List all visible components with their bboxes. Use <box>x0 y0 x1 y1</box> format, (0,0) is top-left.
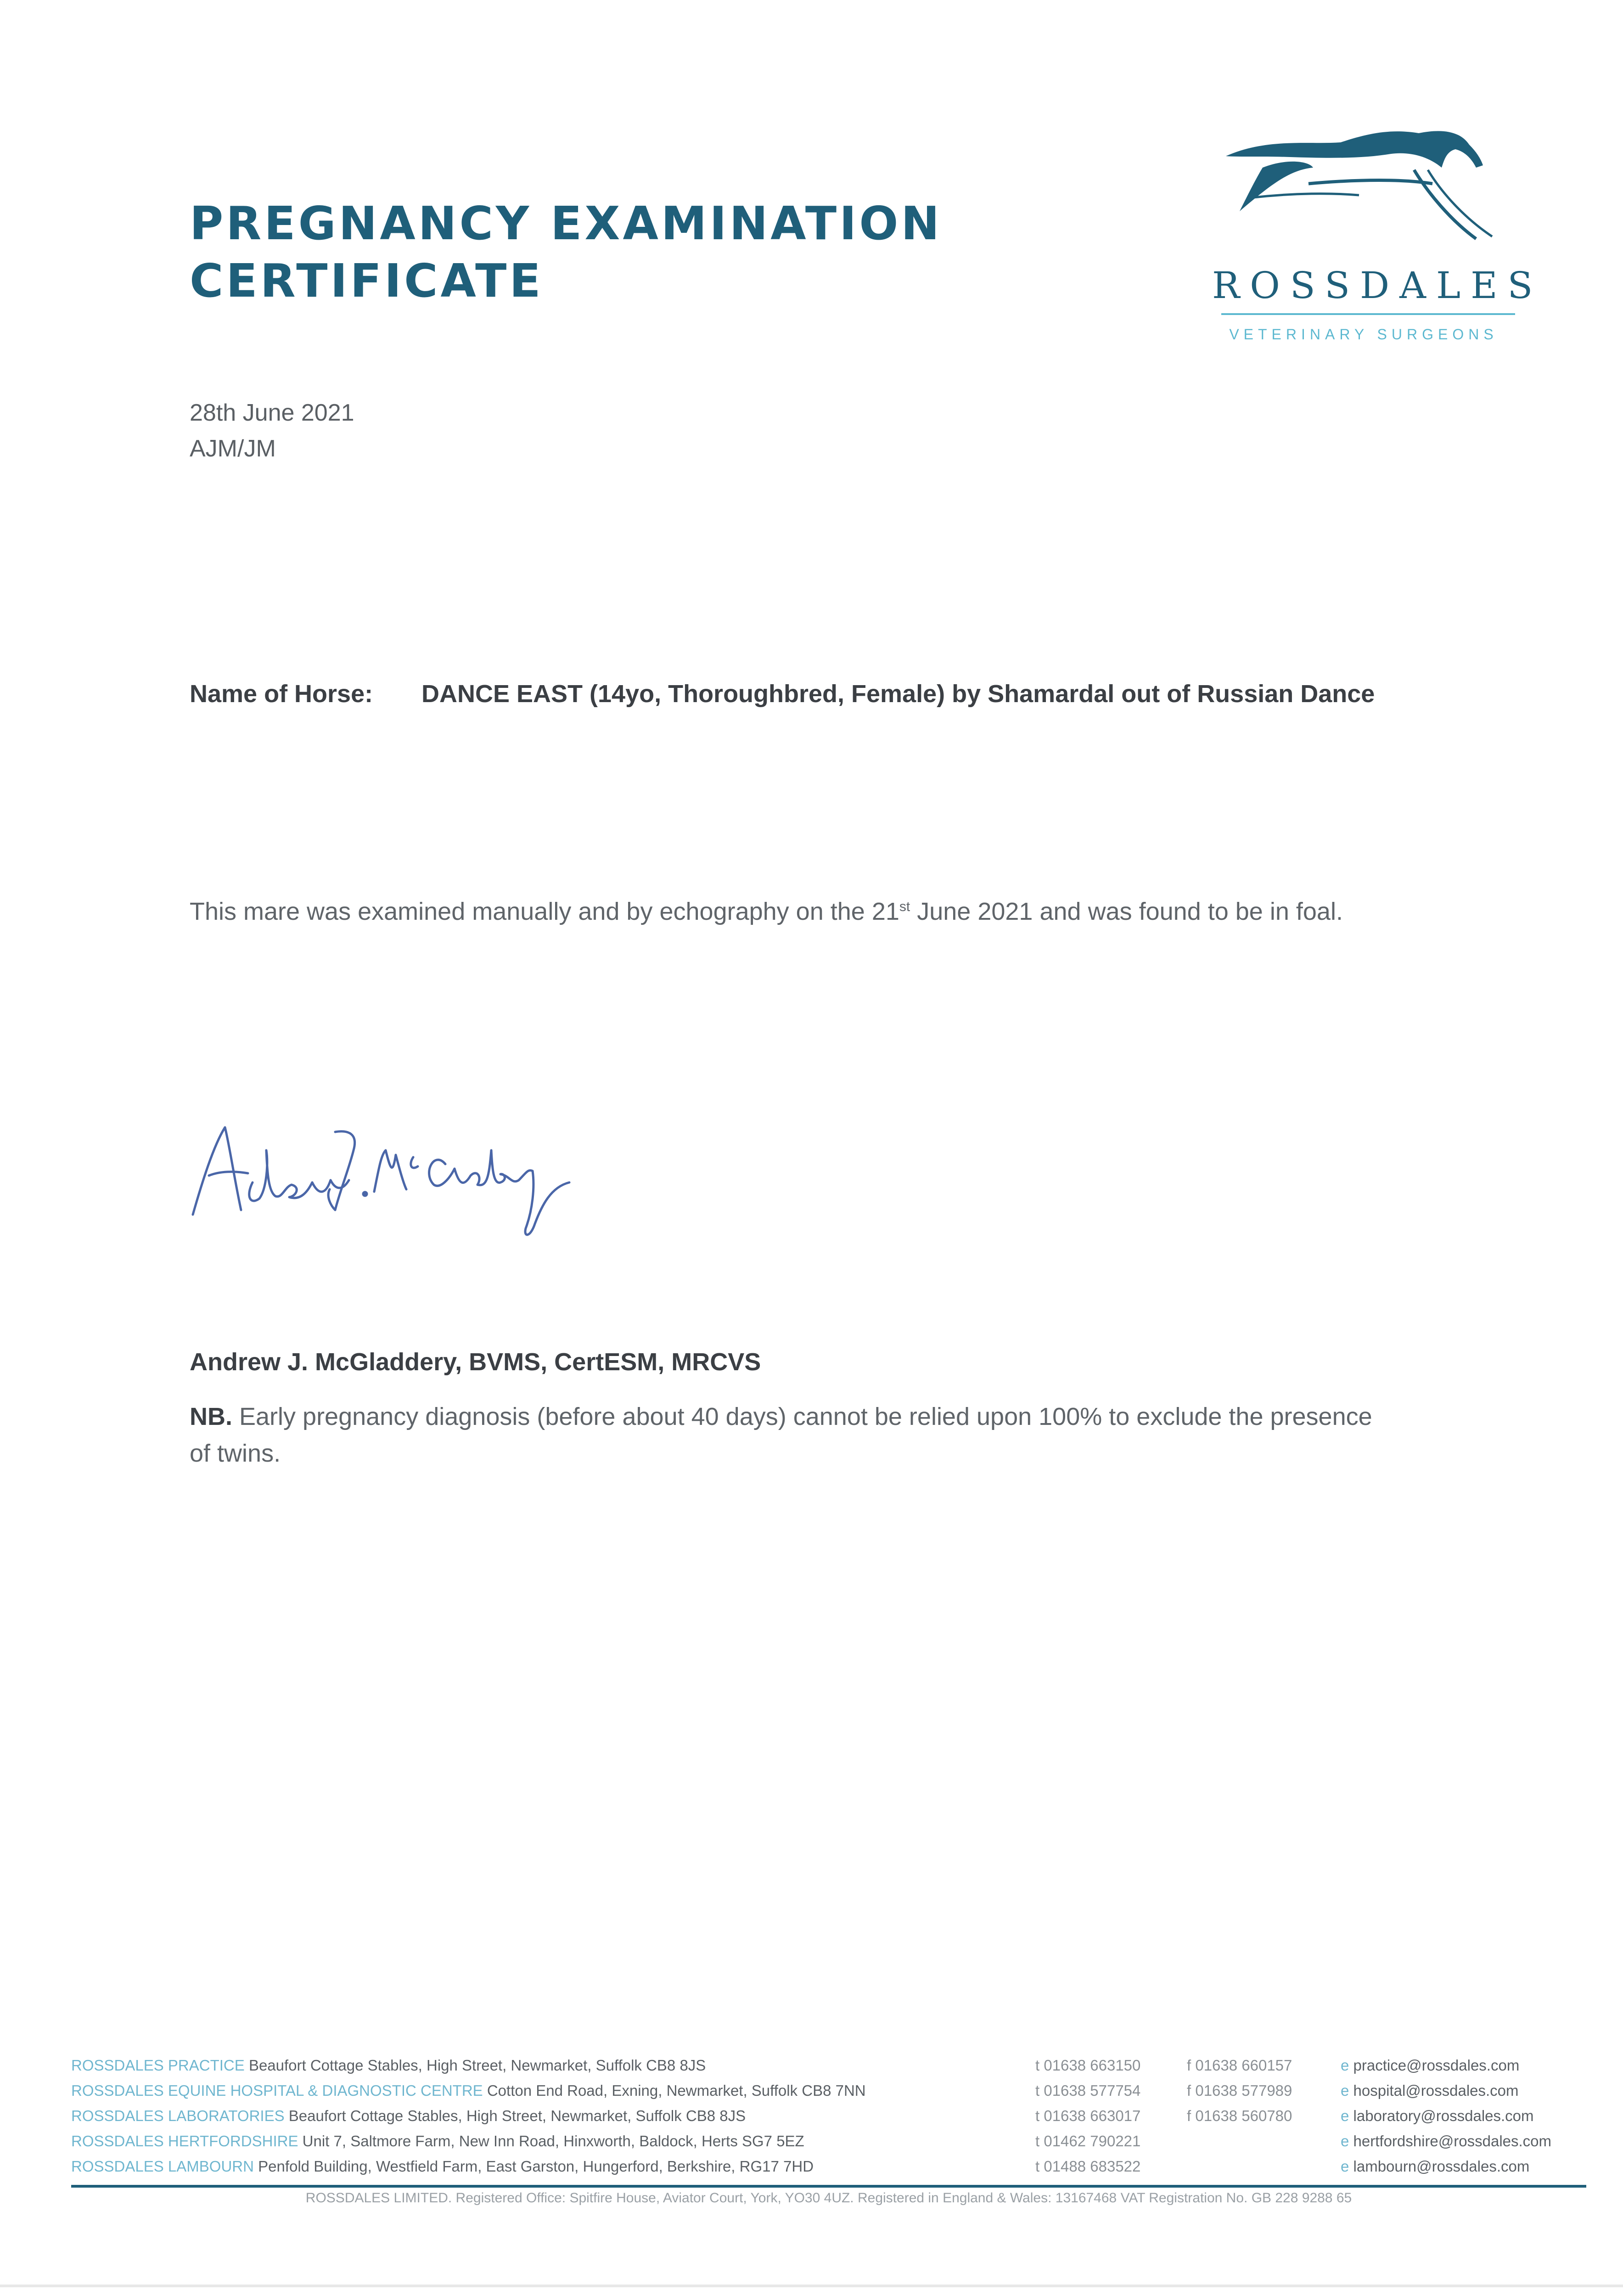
footer-email[interactable]: laboratory@rossdales.com <box>1353 2107 1534 2124</box>
horse-name-label: Name of Horse: <box>190 680 373 708</box>
footer-email-wrap <box>1341 2078 1519 2103</box>
footer-phone: t 01462 790221 <box>1035 2133 1141 2150</box>
footer-row <box>71 2128 1568 2154</box>
footer-email-prefix: e <box>1341 2057 1349 2074</box>
footer-phone: t 01488 683522 <box>1035 2158 1141 2175</box>
date-reference-block <box>190 395 354 467</box>
letter-date: 28th June 2021 <box>190 400 354 426</box>
footer-branch-address: Penfold Building, Westfield Farm, East Garston, Hungerford, Berkshire, RG17 7HD <box>258 2158 814 2175</box>
footer-branch-name: ROSSDALES PRACTICE <box>71 2057 245 2074</box>
footer-email-wrap <box>1341 2103 1534 2128</box>
handwritten-signature <box>184 1077 583 1251</box>
footer-fax: f 01638 577989 <box>1187 2082 1292 2099</box>
page-bottom-edge <box>0 2285 1623 2287</box>
footer-email[interactable]: hertfordshire@rossdales.com <box>1353 2133 1552 2150</box>
signer-name: Andrew J. McGladdery, BVMS, CertESM, MRCVS <box>190 1348 761 1376</box>
horse-name-row <box>190 680 1375 708</box>
footer-email[interactable]: lambourn@rossdales.com <box>1353 2158 1530 2175</box>
horse-logo-icon <box>1212 124 1524 262</box>
examination-statement <box>190 893 1429 930</box>
horse-name-value: DANCE EAST (14yo, Thoroughbred, Female) by Shamardal out of Russian Dance <box>421 680 1375 708</box>
date-ordinal-suffix: st <box>899 899 910 914</box>
statement-text-start: This mare was examined manually and by echography on the 21 <box>190 898 899 925</box>
footer-email[interactable]: hospital@rossdales.com <box>1353 2082 1519 2099</box>
certificate-title <box>190 195 970 310</box>
logo-divider <box>1221 313 1515 315</box>
footer-contacts <box>71 2053 1568 2179</box>
note-text: Early pregnancy diagnosis (before about 40 days) cannot be relied upon 100% to exclude the presence of twins. <box>190 1403 1372 1467</box>
footer-phone: t 01638 663150 <box>1035 2057 1141 2074</box>
footer-row <box>71 2154 1568 2179</box>
footer-branch-name: ROSSDALES LABORATORIES <box>71 2107 285 2124</box>
footer-email-wrap <box>1341 2154 1529 2179</box>
footer-row <box>71 2078 1568 2103</box>
footer-branch-address: Cotton End Road, Exning, Newmarket, Suffolk CB8 7NN <box>487 2082 866 2099</box>
footer-phone: t 01638 663017 <box>1035 2107 1141 2124</box>
footer-branch-name: ROSSDALES HERTFORDSHIRE <box>71 2133 298 2150</box>
footer-email-prefix: e <box>1341 2158 1349 2175</box>
footer-email-prefix: e <box>1341 2133 1349 2150</box>
footer-fax: f 01638 660157 <box>1187 2057 1292 2074</box>
note-label: NB. <box>190 1403 232 1430</box>
footer-branch-name: ROSSDALES EQUINE HOSPITAL & DIAGNOSTIC CENTRE <box>71 2082 483 2099</box>
letter-reference: AJM/JM <box>190 435 276 462</box>
title-line-1: PREGNANCY EXAMINATION <box>190 197 943 250</box>
footer-fax: f 01638 560780 <box>1187 2107 1292 2124</box>
rossdales-logo <box>1212 124 1543 354</box>
footer-email-prefix: e <box>1341 2082 1349 2099</box>
footer-email-prefix: e <box>1341 2107 1349 2124</box>
title-line-2: CERTIFICATE <box>190 254 544 308</box>
logo-tagline: VETERINARY SURGEONS <box>1229 326 1498 343</box>
statement-text-end: June 2021 and was found to be in foal. <box>910 898 1343 925</box>
footer-phone: t 01638 577754 <box>1035 2082 1141 2099</box>
footer-branch-address: Beaufort Cottage Stables, High Street, Newmarket, Suffolk CB8 8JS <box>288 2107 746 2124</box>
footer-row <box>71 2053 1568 2078</box>
note-paragraph <box>190 1398 1383 1472</box>
footer-divider <box>71 2185 1586 2188</box>
footer-row <box>71 2103 1568 2128</box>
logo-wordmark: ROSSDALES <box>1212 264 1543 307</box>
footer-email-wrap <box>1341 2128 1551 2154</box>
company-registration-text: ROSSDALES LIMITED. Registered Office: Spitfire House, Aviator Court, York, YO30 4UZ. Registered in England & Wales: 13167468 VAT Registration No. GB 228 9288 65 <box>305 2190 1352 2206</box>
footer-branch-address: Beaufort Cottage Stables, High Street, Newmarket, Suffolk CB8 8JS <box>248 2057 706 2074</box>
footer-branch-name: ROSSDALES LAMBOURN <box>71 2158 254 2175</box>
footer-email-wrap <box>1341 2053 1519 2078</box>
footer-email[interactable]: practice@rossdales.com <box>1353 2057 1520 2074</box>
footer-branch-address: Unit 7, Saltmore Farm, New Inn Road, Hinxworth, Baldock, Herts SG7 5EZ <box>302 2133 804 2150</box>
